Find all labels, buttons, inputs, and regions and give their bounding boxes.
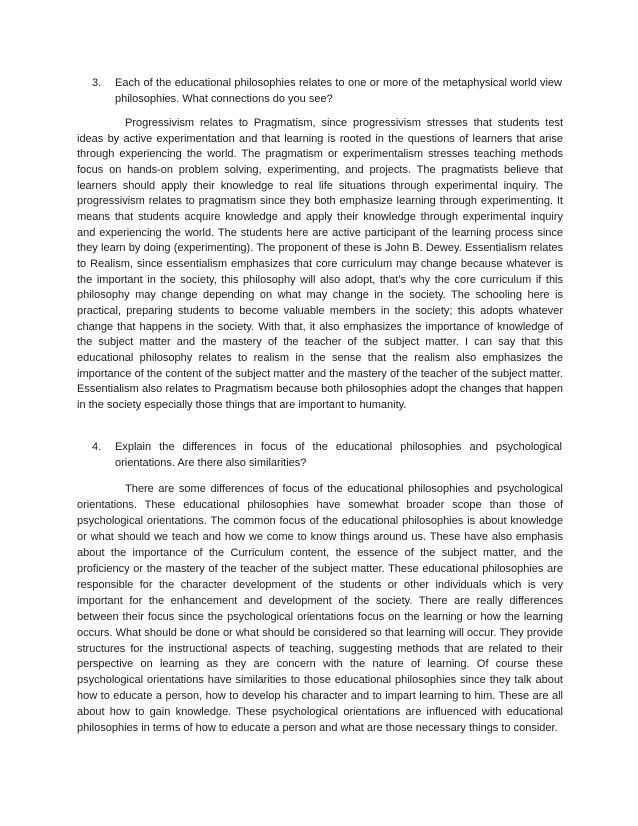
question-4: [92, 440, 562, 471]
question-number: 3.: [92, 77, 102, 89]
question-3: [92, 76, 562, 107]
question-number: 4.: [92, 441, 102, 453]
question-text: Explain the differences in focus of the educational philosophies and psychological orientations. Are there also similarities?: [115, 441, 562, 469]
answer-4-paragraph: There are some differences of focus of the educational philosophies and psychological orientations. These educational philosophies have somewhat broader scope than those of psychological orientations. The common focus of the educational philosophies is about knowledge or what should we teach and how we come to know things around us. These have also emphasis about the importance of the Curriculum content, the essence of the subject matter, and the proficiency or the mastery of the teacher of the subject matter. These educational philosophies are responsible for the character development of the students or other individuals which is very important for the enhancement and development of the society. There are really differences between their focus since the psychological orientations focus on the learning or how the learning occurs. What should be done or what should be considered so that learning will occur. They provide structures for the instructional aspects of teaching, suggesting methods that are related to their perspective on learning as they are concern with the nature of learning. Of course these psychological orientations have similarities to those educational philosophies since they talk about how to educate a person, how to develop his character and to impart learning to him. These are all about how to gain knowledge. These psychological orientations are influenced with educational philosophies in terms of how to educate a person and what are those necessary things to consider.: [77, 483, 563, 735]
question-text: Each of the educational philosophies relates to one or more of the metaphysical world view philosophies. What connections do you see?: [115, 77, 562, 105]
answer-3-paragraph: Progressivism relates to Pragmatism, since progressivism stresses that students test ideas by active experimentation and that learning is rooted in the questions of learners that arise through experiencing the world. The pragmatism or experimentalism stresses teaching methods focus on hands-on problem solving, experimenting, and projects. The pragmatists believe that learners should apply their knowledge to real life situations through experimental inquiry. The progressivism relates to pragmatism since they both emphasize learning through experimenting. It means that students acquire knowledge and apply their knowledge through experimental inquiry and experiencing the world. The students here are active participant of the learning process since they learn by doing (experimenting). The proponent of these is John B. Dewey. Essentialism relates to Realism, since essentialism emphasizes that core curriculum may change because whatever is the important in the society, this philosophy will also adopt, that’s why the core curriculum if this philosophy may change depending on what may change in the society. The schooling here is practical, preparing students to become valuable members in the society; this adopts whatever change that happens in the society. With that, it also emphasizes the importance of knowledge of the subject matter and the mastery of the teacher of the subject matter. I can say that this educational philosophy relates to realism in the sense that the realism also emphasizes the importance of the content of the subject matter and the mastery of the teacher of the subject matter. Essentialism also relates to Pragmatism because both philosophies adopt the changes that happen in the society especially those things that are important to humanity.: [77, 117, 563, 411]
